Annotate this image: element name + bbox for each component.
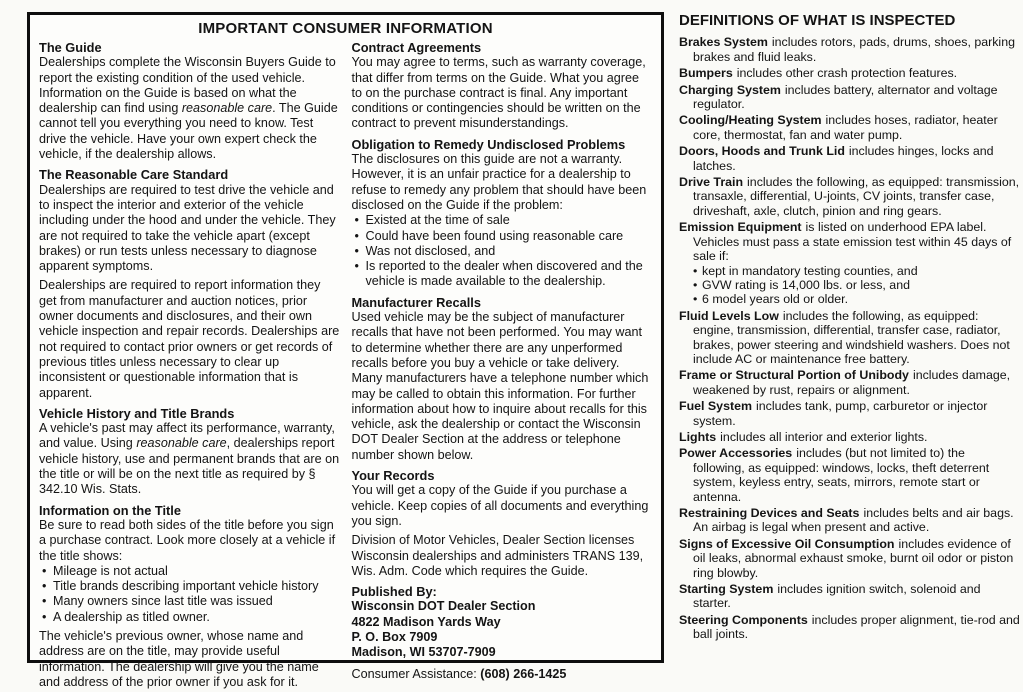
definition-text: includes damage, weakened by rust, repairs or alignment. [693, 368, 1011, 397]
definition-sub-bullets [693, 264, 1020, 307]
sub-bullet-item: • GVW rating is 14,000 lbs. or less, and [693, 278, 1020, 292]
text-run: Dealerships are required to test drive the vehicle and to inspect the interior and exterior of the vehicle including under the hood and under the vehicle. They are not required to take the vehicle apart (except brakes) or run tests unless necessary to diagnose apparent symptoms. [39, 182, 336, 274]
text-run: You may agree to terms, such as warranty coverage, that differ from terms on the Guide. What you agree to on the purchase contract is final. Any important conditions or contingencies should be written on the contract to prevent misunderstandings. [351, 55, 646, 131]
info-column-left [39, 40, 340, 690]
definition-text: includes ignition switch, solenoid and starter. [693, 582, 981, 611]
definition-item [679, 113, 1020, 142]
definition-term: Restraining Devices and Seats [679, 506, 860, 520]
definitions-panel [679, 14, 1020, 642]
paragraph [352, 483, 653, 529]
sub-bullet-item: • 6 model years old or older. [693, 292, 1020, 306]
paragraph [39, 518, 340, 564]
definition-text: is listed on underhood EPA label. Vehicles must pass a state emission test within 45 days of sale if: [693, 220, 1012, 264]
definition-term: Emission Equipment [679, 220, 802, 235]
text-segment: A vehicle's past may affect its performance, warranty, and value. Using [39, 421, 335, 451]
definition-text: includes battery, alternator and voltage regulator. [693, 82, 998, 112]
definition-item [679, 430, 1020, 444]
definition-item [679, 144, 1020, 173]
address-line: 4822 Madison Yards Way [351, 614, 501, 629]
definition-term: Fluid Levels Low [679, 308, 779, 323]
section [352, 468, 653, 579]
section [39, 406, 340, 498]
section-heading: The Guide [39, 40, 102, 55]
definitions-title: DEFINITIONS OF WHAT IS INSPECTED [679, 12, 956, 29]
bullet-item: • Could have been found using reasonable care [352, 229, 653, 244]
definition-term: Signs of Excessive Oil Consumption [679, 536, 895, 551]
paragraph [352, 667, 653, 682]
definition-text: includes proper alignment, tie-rod and ball joints. [693, 612, 1020, 642]
definition-item [679, 175, 1020, 218]
paragraph [352, 310, 653, 463]
definition-item [679, 506, 1020, 535]
definition-text: includes the following, as equipped: engine, transmission, differential, transfer case, radiator, brakes, power steering and windshield washers. Does not include AC or maintenance free battery. [693, 308, 1010, 366]
bullet-item: • Was not disclosed, and [352, 244, 653, 259]
definition-term: Starting System [679, 582, 774, 597]
sub-bullet-item: • kept in mandatory testing counties, and [693, 264, 1020, 278]
section-heading: Information on the Title [39, 502, 181, 518]
definition-text: includes hoses, radiator, heater core, thermostat, fan and water pump. [693, 113, 998, 142]
paragraph [39, 183, 340, 275]
text-run: Dealerships are required to report information they get from manufacturer and auction notices, prior owner documents and disclosures, and their own vehicle inspection and repair records. Dealerships are not required to contact prior owners or get records of previous titles unless necessary to clear up inconsistent or questionable information that is apparent. [39, 278, 340, 400]
text-segment: (608) 266-1425 [480, 666, 567, 681]
paragraph [352, 152, 653, 213]
definition-term: Charging System [679, 82, 781, 97]
text-run: Division of Motor Vehicles, Dealer Section licenses Wisconsin dealerships and administers TRANS 139, Wis. Adm. Code which requires the Guide. [351, 533, 644, 578]
bullet-list [352, 213, 653, 289]
section-heading: Published By: [351, 584, 437, 600]
section-heading: Contract Agreements [351, 40, 482, 55]
address-line: Madison, WI 53707-7909 [351, 645, 496, 660]
definition-term: Steering Components [679, 612, 808, 627]
definition-item [679, 66, 1020, 80]
paragraph [39, 55, 340, 162]
definitions-list [679, 35, 1020, 641]
bullet-list [39, 564, 340, 625]
definition-item [679, 35, 1020, 64]
definition-item [679, 446, 1020, 504]
definition-text: includes other crash protection features. [736, 66, 958, 81]
section [352, 137, 653, 290]
paragraph [352, 533, 653, 579]
text-segment: Dealerships complete the Wisconsin Buyers Guide to report the existing condition of the used vehicle. Information on the Guide is based on what the dealership can find using [39, 55, 336, 116]
definition-text: includes hinges, locks and latches. [693, 144, 994, 173]
definition-item [679, 220, 1020, 306]
info-column-middle [352, 40, 653, 690]
definition-text: includes all interior and exterior lights. [720, 429, 928, 444]
bullet-item: • Title brands describing important vehicle history [39, 579, 340, 594]
definition-term: Drive Train [679, 175, 744, 190]
definition-term: Cooling/Heating System [679, 113, 822, 128]
definition-text: includes belts and air bags. An airbag is legal when present and active. [693, 506, 1014, 535]
text-segment: Consumer Assistance: [351, 666, 481, 681]
definition-text: includes rotors, pads, drums, shoes, parking brakes and fluid leaks. [693, 35, 1015, 64]
definition-term: Power Accessories [679, 446, 793, 461]
section [39, 503, 340, 691]
definition-term: Lights [679, 429, 717, 444]
bullet-item: • Many owners since last title was issued [39, 594, 340, 609]
section-heading: The Reasonable Care Standard [39, 167, 229, 183]
definition-item [679, 83, 1020, 112]
definition-term: Bumpers [679, 66, 733, 81]
definition-item [679, 537, 1020, 580]
section-heading: Manufacturer Recalls [351, 294, 481, 310]
definition-text: includes the following, as equipped: transmission, transaxle, differential, U-joints, CV joints, transfer case, driveshaft, axle, clutch, pinion and ring gears. [693, 175, 1020, 218]
paragraph [352, 55, 653, 131]
text-run: The disclosures on this guide are not a warranty. However, it is an unfair practice for a dealership to refuse to remedy any problem that should have been disclosed on the Guide if the problem: [351, 152, 647, 212]
text-run: The vehicle's previous owner, whose name and address are on the title, may provide useful information. The dealership will give you the name and address of the prior owner if you ask for it. [39, 628, 319, 689]
text-run: You will get a copy of the Guide if you purchase a vehicle. Keep copies of all documents and everything you sign. [351, 483, 649, 528]
definition-term: Doors, Hoods and Trunk Lid [679, 144, 845, 159]
panel-title: IMPORTANT CONSUMER INFORMATION [198, 20, 493, 37]
section [352, 40, 653, 132]
definition-item [679, 582, 1020, 611]
bullet-item: • Is reported to the dealer when discovered and the vehicle is made available to the dealership. [352, 259, 653, 290]
text-run: Used vehicle may be the subject of manufacturer recalls that have not been performed. You may want to determine whether there are any unperformed recalls before you buy a vehicle or take delivery. Many manufacturers have a telephone number which may be called to obtain this information. For further information about how to inquire about recalls for this vehicle, ask the dealership or contact the Wisconsin DOT Dealer Section at the address or telephone number shown below. [351, 310, 649, 462]
section-heading: Obligation to Remedy Undisclosed Problems [351, 136, 626, 152]
section [352, 584, 653, 682]
address-line: Wisconsin DOT Dealer Section [351, 599, 536, 614]
section-heading: Your Records [351, 468, 435, 484]
definition-text: includes evidence of oil leaks, abnormal exhaust smoke, burnt oil odor or piston ring blowby. [693, 536, 1014, 580]
definition-text: includes tank, pump, carburetor or injector system. [693, 399, 988, 428]
address-line: P. O. Box 7909 [351, 629, 438, 644]
paragraph [39, 629, 340, 690]
section [39, 167, 340, 400]
bullet-item: • Existed at the time of sale [352, 213, 653, 228]
bullet-item: • Mileage is not actual [39, 564, 340, 579]
paragraph [39, 421, 340, 497]
section-heading: Vehicle History and Title Brands [39, 405, 235, 421]
definition-item [679, 613, 1020, 642]
text-segment: . The Guide cannot tell you everything you need to know. Test drive the vehicle. Have your own expert check the vehicle, if the dealership allows. [39, 101, 338, 162]
panel-columns [39, 40, 652, 690]
consumer-info-panel [27, 12, 664, 689]
definition-term: Brakes System [679, 35, 768, 50]
text-run: Be sure to read both sides of the title before you sign a purchase contract. Look more closely at a vehicle if the title shows: [39, 517, 336, 563]
definition-item [679, 368, 1020, 397]
definition-term: Frame or Structural Portion of Unibody [679, 368, 909, 383]
text-segment: , dealerships report vehicle history, use and permanent brands that are on the title or will be on the next title as required by § 342.10 Wis. Stats. [39, 436, 340, 497]
bullet-item: • A dealership as titled owner. [39, 610, 340, 625]
definition-text: includes (but not limited to) the following, as equipped: windows, locks, theft deterrent system, keyless entry, seats, mirrors, remote start or antenna. [693, 446, 990, 504]
definition-term: Fuel System [679, 399, 752, 414]
definition-item [679, 399, 1020, 428]
definition-item [679, 309, 1020, 367]
text-segment: reasonable care [181, 101, 273, 116]
section [352, 295, 653, 463]
text-segment: reasonable care [136, 436, 227, 451]
paragraph [39, 278, 340, 400]
section [39, 40, 340, 162]
